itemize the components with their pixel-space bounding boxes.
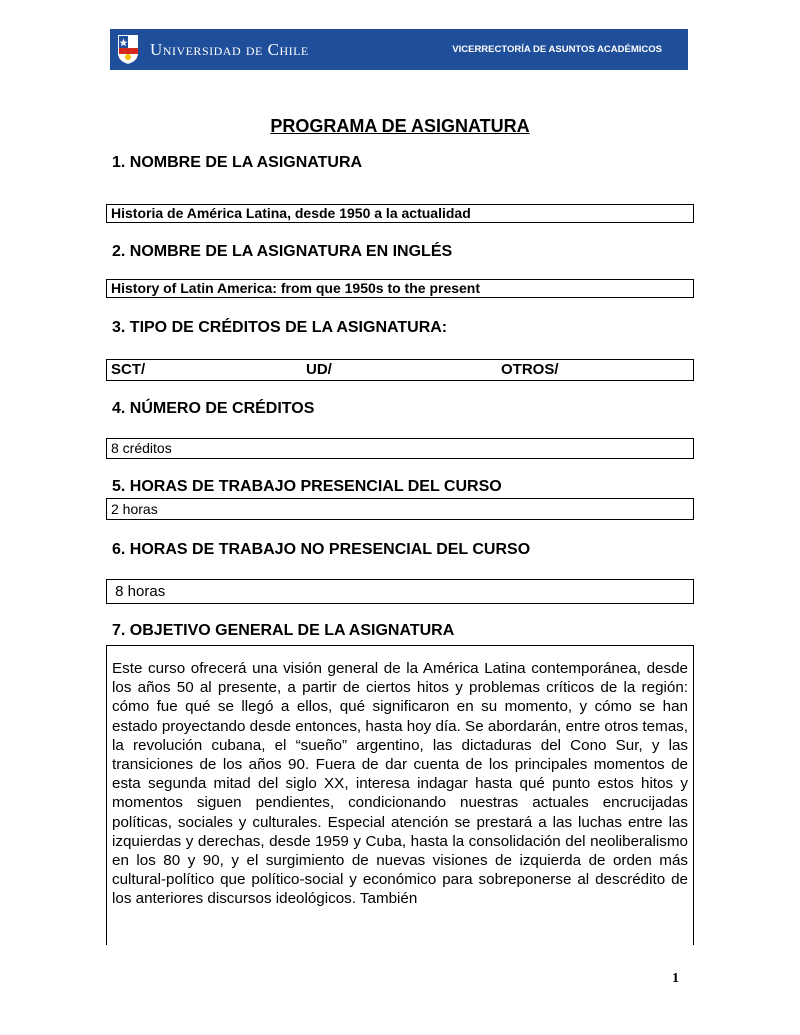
section-3-heading: 3. TIPO DE CRÉDITOS DE LA ASIGNATURA:: [112, 319, 448, 336]
credit-type-sct: SCT/: [111, 361, 146, 378]
credit-type-otros: OTROS/: [501, 361, 559, 378]
section-6-heading: 6. HORAS DE TRABAJO NO PRESENCIAL DEL CURSO: [112, 541, 531, 558]
page-title: PROGRAMA DE ASIGNATURA: [270, 116, 530, 136]
credits-number-box: 8 créditos: [106, 438, 694, 459]
non-presential-hours-box: 8 horas: [106, 579, 694, 604]
university-shield-icon: [116, 33, 140, 65]
course-name-english-box: History of Latin America: from que 1950s to the present: [106, 279, 694, 298]
section-7-heading: 7. OBJETIVO GENERAL DE LA ASIGNATURA: [112, 622, 455, 639]
objective-paragraph: Este curso ofrecerá una visión general de la América Latina contemporánea, desde los años 50 al presente, a partir de ciertos hitos y problemas críticos de la región: cómo fue qué se llegó a ellos, qué significaron en su momento, y cómo se han estado proyectando desde entonces, hasta hoy día. Se abordarán, entre otros temas, la revolución cubana, el “sueño” argentino, las dictaduras del Cono Sur, y las transiciones de los años 90. Fuera de dar cuenta de los principales momentos de esta segunda mitad del siglo XX, interesa indagar hasta qué punto estos hitos y momentos siguen pendientes, condicionando nuestras actuales encrucijadas políticas, sociales y culturales. Especial atención se prestará a las luchas entre las izquierdas y derechas, desde 1959 y Cuba, hasta la consolidación del neoliberalismo en los 80 y 90, y el surgimiento de nuevas visiones de izquierda de orden más cultural-político que político-social y económico para sobreponerse al descrédito de los anteriores discursos ideológicos. También: [112, 660, 688, 908]
university-name: Universidad de Chile: [150, 40, 309, 59]
section-5-heading: 5. HORAS DE TRABAJO PRESENCIAL DEL CURSO: [112, 478, 502, 495]
page-number: 1: [672, 971, 679, 986]
credit-type-ud: UD/: [306, 361, 332, 378]
section-2-heading: 2. NOMBRE DE LA ASIGNATURA EN INGLÉS: [112, 243, 453, 260]
header-banner: [110, 29, 688, 70]
section-4-heading: 4. NÚMERO DE CRÉDITOS: [112, 400, 315, 417]
objective-text-box: [106, 645, 694, 945]
credit-type-box: [106, 359, 694, 381]
department-name: VICERRECTORÍA DE ASUNTOS ACADÉMICOS: [452, 44, 662, 55]
section-1-heading: 1. NOMBRE DE LA ASIGNATURA: [112, 154, 363, 171]
course-name-box: Historia de América Latina, desde 1950 a la actualidad: [106, 204, 694, 223]
presential-hours-box: 2 horas: [106, 498, 694, 520]
